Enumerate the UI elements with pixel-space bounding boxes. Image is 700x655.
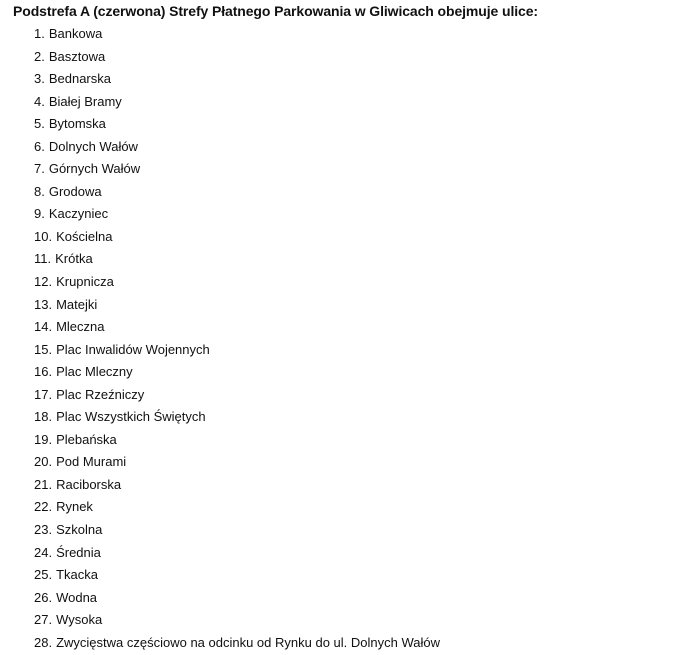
list-item-number: 25. bbox=[34, 567, 53, 583]
list-item bbox=[34, 520, 440, 543]
street-name: Pod Murami bbox=[56, 454, 127, 470]
street-list bbox=[34, 24, 440, 655]
list-item bbox=[34, 159, 440, 182]
list-item bbox=[34, 227, 440, 250]
street-name: Plebańska bbox=[56, 431, 117, 447]
street-name: Wysoka bbox=[56, 612, 103, 628]
list-item-number: 4. bbox=[34, 93, 45, 109]
list-item-number: 22. bbox=[34, 499, 53, 515]
street-name: Wodna bbox=[56, 589, 98, 605]
list-item bbox=[34, 272, 440, 295]
list-item bbox=[34, 497, 440, 520]
list-item-number: 15. bbox=[34, 341, 53, 357]
list-item bbox=[34, 295, 440, 318]
list-item bbox=[34, 430, 440, 453]
street-name: Szkolna bbox=[56, 522, 103, 538]
list-item-number: 16. bbox=[34, 364, 53, 380]
list-item bbox=[34, 137, 440, 160]
street-name: Bednarska bbox=[48, 71, 111, 87]
list-item-number: 21. bbox=[34, 476, 53, 492]
list-item-number: 11. bbox=[34, 251, 52, 267]
street-name: Średnia bbox=[56, 544, 101, 560]
list-item bbox=[34, 69, 440, 92]
street-name: Basztowa bbox=[48, 48, 106, 64]
list-item bbox=[34, 340, 440, 363]
list-item-number: 5. bbox=[34, 116, 45, 132]
street-name: Plac Rzeźniczy bbox=[56, 386, 145, 402]
list-item bbox=[34, 47, 440, 70]
list-item bbox=[34, 92, 440, 115]
list-item bbox=[34, 385, 440, 408]
street-name: Górnych Wałów bbox=[48, 161, 141, 177]
list-item bbox=[34, 475, 440, 498]
list-item bbox=[34, 182, 440, 205]
list-item-number: 20. bbox=[34, 454, 53, 470]
list-item-number: 27. bbox=[34, 612, 53, 628]
street-name: Mleczna bbox=[56, 319, 105, 335]
list-item bbox=[34, 588, 440, 611]
street-name: Matejki bbox=[56, 296, 98, 312]
list-item-number: 14. bbox=[34, 319, 53, 335]
list-item-number: 10. bbox=[34, 228, 53, 244]
street-name: Bankowa bbox=[48, 26, 103, 41]
list-item bbox=[34, 249, 440, 272]
list-item-number: 12. bbox=[34, 274, 53, 290]
street-name: Kościelna bbox=[56, 228, 113, 244]
list-item bbox=[34, 204, 440, 227]
list-item-number: 24. bbox=[34, 544, 53, 560]
list-item-number: 2. bbox=[34, 48, 45, 64]
list-item bbox=[34, 452, 440, 475]
street-name: Kaczyniec bbox=[48, 206, 109, 222]
street-name: Raciborska bbox=[56, 476, 122, 492]
street-name: Tkacka bbox=[56, 567, 98, 583]
list-item-number: 9. bbox=[34, 206, 45, 222]
list-item-number: 1. bbox=[34, 26, 45, 41]
list-item bbox=[34, 317, 440, 340]
document-heading: Podstrefa A (czerwona) Strefy Płatnego Parkowania w Gliwicach obejmuje ulice: bbox=[13, 3, 538, 19]
list-item bbox=[34, 565, 440, 588]
list-item bbox=[34, 114, 440, 137]
street-name: Krótka bbox=[55, 251, 93, 267]
list-item-number: 23. bbox=[34, 522, 53, 538]
list-item-number: 17. bbox=[34, 386, 53, 402]
list-item-number: 26. bbox=[34, 589, 53, 605]
list-item-number: 19. bbox=[34, 431, 53, 447]
street-name: Dolnych Wałów bbox=[48, 138, 138, 154]
list-item bbox=[34, 543, 440, 566]
list-item bbox=[34, 407, 440, 430]
street-name: Bytomska bbox=[48, 116, 106, 132]
list-item bbox=[34, 362, 440, 385]
list-item bbox=[34, 610, 440, 633]
street-name: Zwycięstwa częściowo na odcinku od Rynku do ul. Dolnych Wałów bbox=[56, 634, 440, 650]
list-item-number: 8. bbox=[34, 183, 45, 199]
list-item-number: 13. bbox=[34, 296, 53, 312]
street-name: Krupnicza bbox=[56, 274, 114, 290]
street-name: Plac Mleczny bbox=[56, 364, 133, 380]
street-name: Białej Bramy bbox=[48, 93, 122, 109]
list-item-number: 7. bbox=[34, 161, 45, 177]
street-name: Grodowa bbox=[48, 183, 102, 199]
street-name: Rynek bbox=[56, 499, 93, 515]
list-item bbox=[34, 24, 440, 47]
list-item-number: 3. bbox=[34, 71, 45, 87]
list-item-number: 28. bbox=[34, 634, 53, 650]
list-item-number: 18. bbox=[34, 409, 53, 425]
list-item-number: 6. bbox=[34, 138, 45, 154]
street-name: Plac Wszystkich Świętych bbox=[56, 409, 206, 425]
street-name: Plac Inwalidów Wojennych bbox=[56, 341, 210, 357]
list-item bbox=[34, 633, 440, 655]
